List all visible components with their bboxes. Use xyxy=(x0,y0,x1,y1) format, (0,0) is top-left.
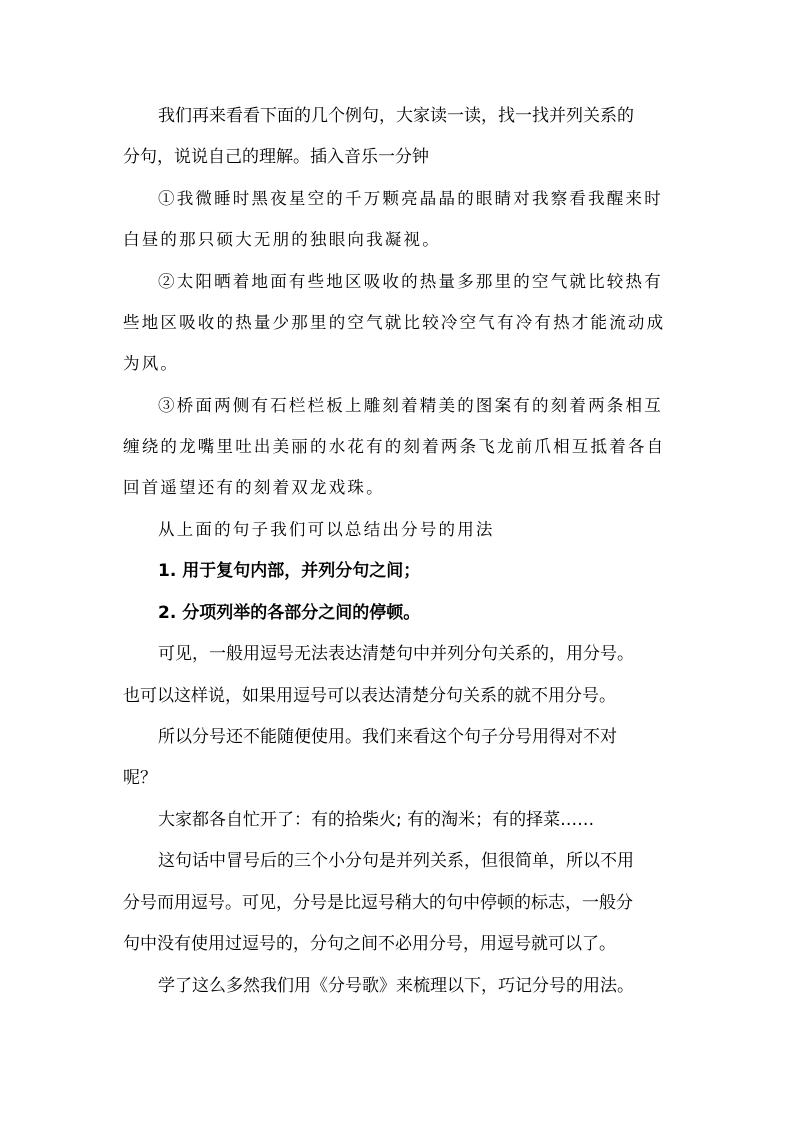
example-1-line-1: ①我微睡时黑夜星空的千万颗亮晶晶的眼睛对我察看我醒来时 xyxy=(158,189,663,208)
question-line-1: 所以分号还不能随便使用。我们来看这个句子分号用得对不对 xyxy=(158,727,617,747)
explanation-line-2: 也可以这样说，如果用逗号可以表达清楚分句关系的就不用分号。 xyxy=(123,686,616,706)
example-2-line-1: ②太阳晒着地面有些地区吸收的热量多那里的空气就比较热有 xyxy=(158,272,663,291)
analysis-line-1: 这句话中冒号后的三个小分句是并列关系，但很简单，所以不用 xyxy=(158,851,634,871)
analysis-line-3: 句中没有使用过逗号的，分句之间不必用分号，用逗号就可以了。 xyxy=(123,934,616,954)
example-3-line-3: 回首遥望还有的刻着双龙戏珠。 xyxy=(123,478,385,497)
question-line-2: 呢？ xyxy=(123,768,157,788)
paragraph-intro-line-1: 我们再来看看下面的几个例句，大家读一读，找一找并列关系的 xyxy=(158,106,634,126)
example-1-line-2: 白昼的那只硕大无朋的独眼向我凝视。 xyxy=(123,230,441,249)
rule-2: 2. 分项列举的各部分之间的停顿。 xyxy=(158,603,421,623)
example-3-line-1: ③桥面两侧有石栏栏板上雕刻着精美的图案有的刻着两条相互 xyxy=(158,396,663,415)
explanation-line-1: 可见，一般用逗号无法表达清楚句中并列分句关系的，用分号。 xyxy=(158,644,634,664)
example-2-line-2: 些地区吸收的热量少那里的空气就比较冷空气有冷有热才能流动成 xyxy=(123,313,666,332)
summary-line: 从上面的句子我们可以总结出分号的用法 xyxy=(158,520,495,539)
closing-line: 学了这么多然我们用《分号歌》来梳理以下，巧记分号的用法。 xyxy=(158,976,634,996)
example-2-line-3: 为风。 xyxy=(123,354,180,373)
rule-1: 1. 用于复句内部，并列分句之间； xyxy=(158,561,421,581)
paragraph-intro-line-2: 分句，说说自己的理解。插入音乐一分钟 xyxy=(123,147,429,167)
example-sentence: 大家都各自忙开了：有的拾柴火; 有的淘米；有的择菜…… xyxy=(158,810,595,830)
example-3-line-2: 缠绕的龙嘴里吐出美丽的水花有的刻着两条飞龙前爪相互抵着各自 xyxy=(123,437,666,456)
analysis-line-2: 分号而用逗号。可见，分号是比逗号稍大的句中停顿的标志，一般分 xyxy=(123,893,633,913)
